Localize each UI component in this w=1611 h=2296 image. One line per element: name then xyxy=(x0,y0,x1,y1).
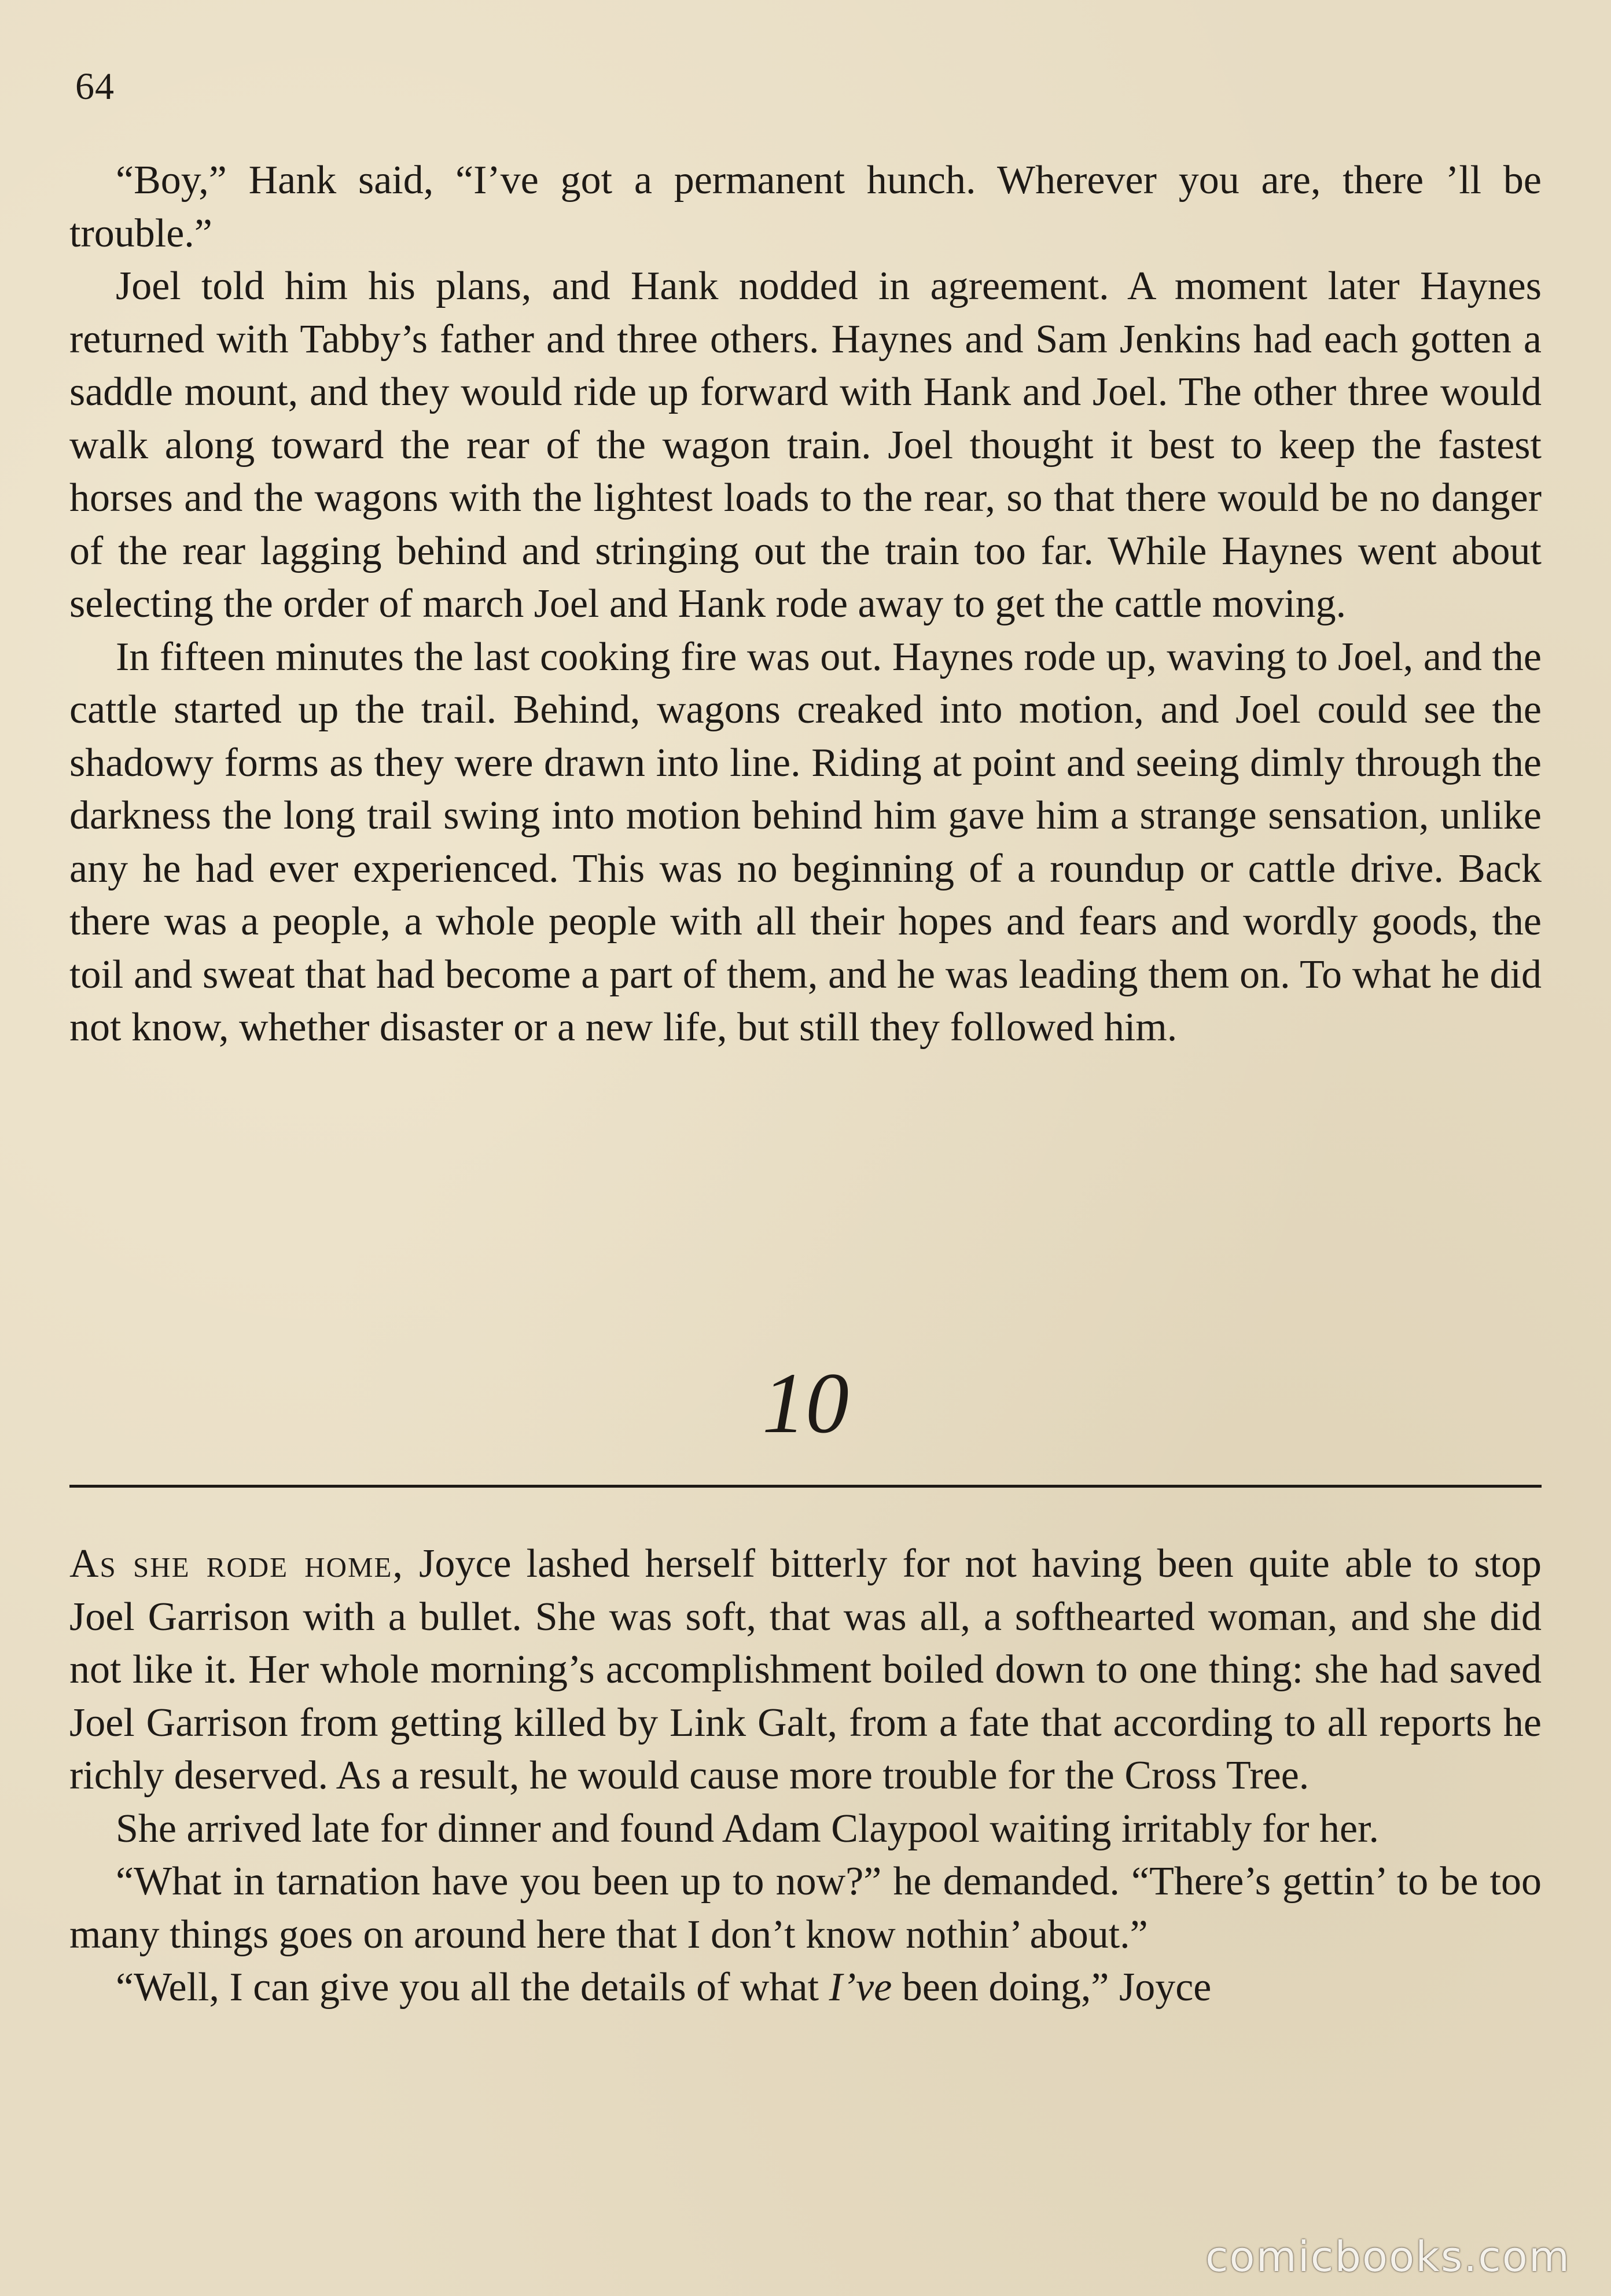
opening-paragraph-text: Joyce lashed herself bitterly for not having been quite able to stop Joel Garrison with a bullet. She was soft, that was all, a softhearted woman, and she did not like it. Her whole morning’s accomplishment boiled down to one thing: she had saved Joel Garrison from getting killed by Link Galt, from a fate that according to all reports he richly deserved. As a result, he would cause more trouble for the Cross Tree. xyxy=(69,1541,1542,1798)
paragraph-text: “Well, I can give you all the details of what xyxy=(116,1965,829,2010)
chapter-divider-rule xyxy=(69,1485,1542,1488)
paragraph: She arrived late for dinner and found Adam Claypool waiting irritably for her. xyxy=(116,1806,1380,1851)
text-block-chapter-start xyxy=(69,1537,1542,2014)
book-page xyxy=(69,0,1542,2296)
paragraph: “Boy,” Hank said, “I’ve got a permanent hunch. Wherever you are, there ’ll be trouble.” xyxy=(69,158,1542,256)
chapter-number: 10 xyxy=(762,1355,849,1451)
italic-emphasis: I’ve xyxy=(829,1965,892,2010)
paragraph: Joel told him his plans, and Hank nodded in agreement. A moment later Haynes returned with Tabby’s father and three others. Haynes and Sam Jenkins had each gotten a saddle mount, and they would ride up forward with Hank and Joel. The other three would walk along toward the rear of the wagon train. Joel thought it best to keep the fastest horses and the wagons with the lightest loads to the rear, so that there would be no danger of the rear lagging behind and stringing out the train too far. While Haynes went about selecting the order of march Joel and Hank rode away to get the cattle moving. xyxy=(69,264,1542,626)
chapter-opening-paragraph xyxy=(69,1537,1542,1802)
paragraph-text: been doing,” Joyce xyxy=(892,1965,1212,2010)
paragraph: “What in tarnation have you been up to now?” he demanded. “There’s gettin’ to be too many things goes on around here that I don’t know nothin’ about.” xyxy=(69,1859,1542,1957)
page-number: 64 xyxy=(75,65,115,108)
site-watermark: comicbooks.com xyxy=(1205,2232,1570,2281)
text-block-before-chapter xyxy=(69,154,1542,1054)
opening-smallcaps-phrase: As she rode home, xyxy=(69,1541,404,1586)
paragraph: In fifteen minutes the last cooking fire was out. Haynes rode up, waving to Joel, and the cattle started up the trail. Behind, wagons creaked into motion, and Joel could see the shadowy forms as they were drawn into line. Riding at point and seeing dimly through the darkness the long trail swing into motion behind him gave him a strange sensation, unlike any he had ever experienced. This was no beginning of a roundup or cattle drive. Back there was a people, a whole people with all their hopes and fears and wordly goods, the toil and sweat that had become a part of them, and he was leading them on. To what he did not know, whether disaster or a new life, but still they followed him. xyxy=(69,634,1542,1050)
paragraph xyxy=(69,1961,1542,2014)
